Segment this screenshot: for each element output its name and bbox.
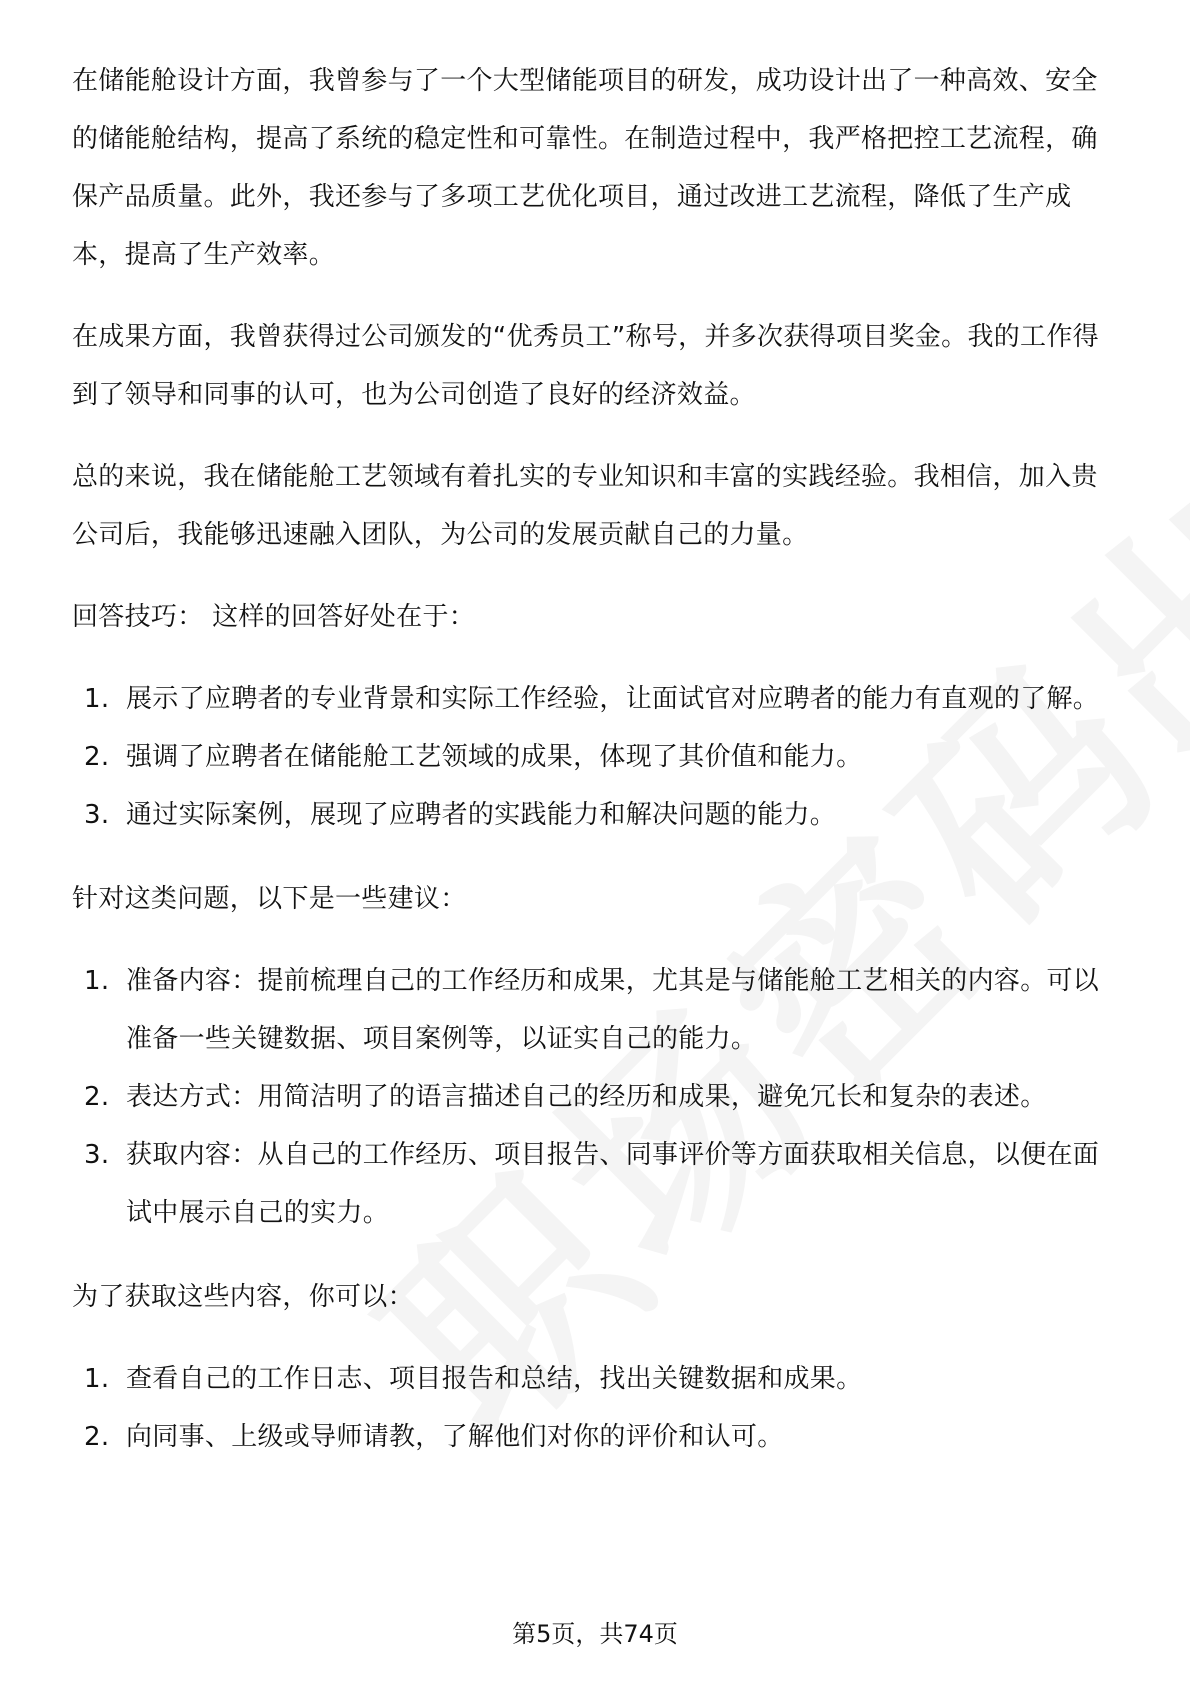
list-number: 1. xyxy=(84,966,110,996)
list-item-text: 查看自己的工作日志、项目报告和总结，找出关键数据和成果。 xyxy=(126,1364,863,1394)
list-item xyxy=(72,786,1120,844)
tips-list xyxy=(72,670,1120,844)
list-number: 2. xyxy=(84,1082,110,1112)
list-item-text: 展示了应聘者的专业背景和实际工作经验，让面试官对应聘者的能力有直观的了解。 xyxy=(126,684,1100,714)
list-number: 3. xyxy=(84,1140,110,1170)
paragraph-achievements: 在成果方面，我曾获得过公司颁发的“优秀员工”称号，并多次获得项目奖金。我的工作得到了领导和同事的认可，也为公司创造了良好的经济效益。 xyxy=(72,322,1099,410)
list-item xyxy=(72,1068,1120,1126)
obtain-list xyxy=(72,1350,1120,1466)
list-number: 3. xyxy=(84,800,110,830)
list-item xyxy=(72,1126,1120,1242)
list-item-text: 准备内容：提前梳理自己的工作经历和成果，尤其是与储能舱工艺相关的内容。可以准备一些关键数据、项目案例等，以证实自己的能力。 xyxy=(126,966,1100,1054)
tips-heading: 回答技巧： 这样的回答好处在于： xyxy=(72,602,476,632)
list-item-text: 强调了应聘者在储能舱工艺领域的成果，体现了其价值和能力。 xyxy=(126,742,863,772)
list-item xyxy=(72,670,1120,728)
paragraph-summary: 总的来说，我在储能舱工艺领域有着扎实的专业知识和丰富的实践经验。我相信，加入贵公司后，我能够迅速融入团队，为公司的发展贡献自己的力量。 xyxy=(72,462,1098,550)
page-footer: 第5页，共74页 xyxy=(512,1620,678,1648)
paragraph-design: 在储能舱设计方面，我曾参与了一个大型储能项目的研发，成功设计出了一种高效、安全的储能舱结构，提高了系统的稳定性和可靠性。在制造过程中，我严格把控工艺流程，确保产品质量。此外，我还参与了多项工艺优化项目，通过改进工艺流程，降低了生产成本，提高了生产效率。 xyxy=(72,66,1098,270)
list-item xyxy=(72,1350,1120,1408)
obtain-heading: 为了获取这些内容，你可以： xyxy=(72,1282,414,1312)
document-body xyxy=(72,52,1120,1492)
list-number: 2. xyxy=(84,742,110,772)
list-number: 2. xyxy=(84,1422,110,1452)
list-number: 1. xyxy=(84,1364,110,1394)
list-number: 1. xyxy=(84,684,110,714)
list-item xyxy=(72,1408,1120,1466)
list-item-text: 通过实际案例，展现了应聘者的实践能力和解决问题的能力。 xyxy=(126,800,837,830)
list-item xyxy=(72,728,1120,786)
suggestions-heading: 针对这类问题，以下是一些建议： xyxy=(72,884,467,914)
suggestions-list xyxy=(72,952,1120,1242)
list-item-text: 获取内容：从自己的工作经历、项目报告、同事评价等方面获取相关信息，以便在面试中展示自己的实力。 xyxy=(126,1140,1100,1228)
list-item xyxy=(72,952,1120,1068)
list-item-text: 向同事、上级或导师请教，了解他们对你的评价和认可。 xyxy=(126,1422,784,1452)
list-item-text: 表达方式：用简洁明了的语言描述自己的经历和成果，避免冗长和复杂的表述。 xyxy=(126,1082,1047,1112)
